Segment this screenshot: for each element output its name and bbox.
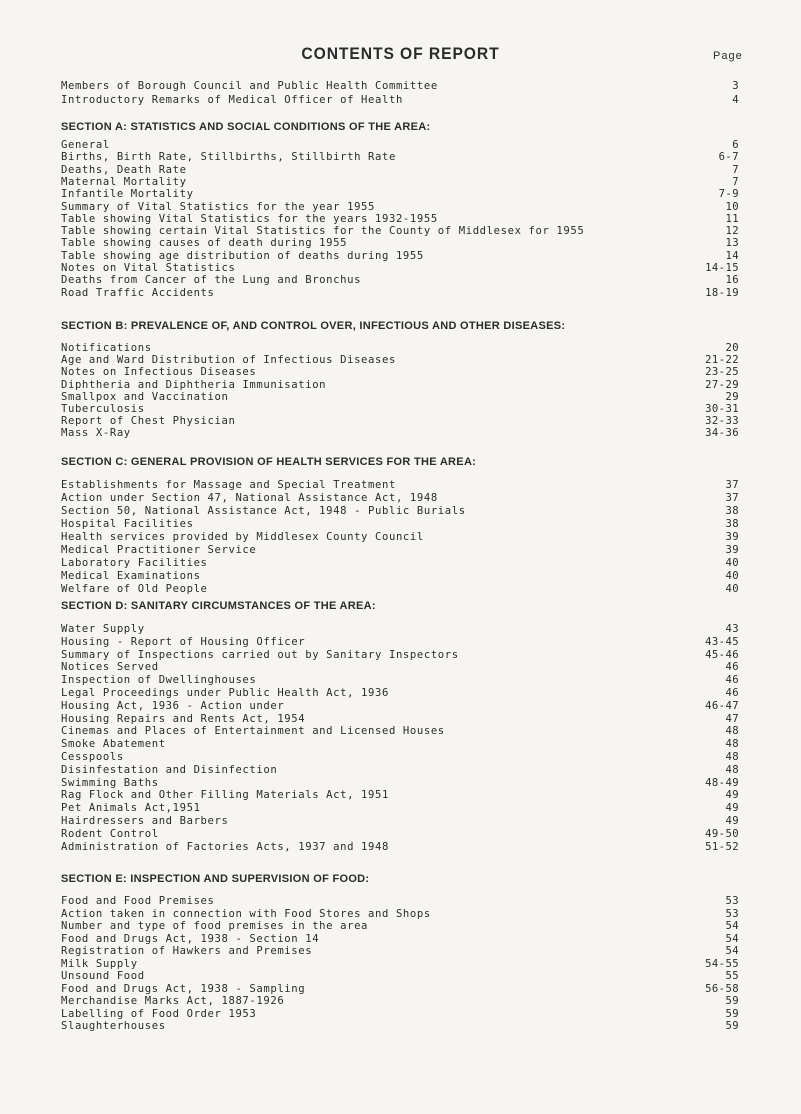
toc-entry-page: 47: [725, 713, 739, 725]
toc-entry-page: 16: [725, 274, 739, 286]
toc-entry: [61, 391, 739, 403]
toc-entry: [61, 687, 739, 699]
toc-entry-title: Smoke Abatement: [61, 738, 166, 750]
toc-entry-page: 11: [725, 213, 739, 225]
toc-entry-page: 40: [725, 557, 739, 569]
toc-entry-page: 48: [725, 738, 739, 750]
toc-entry-page: 7: [732, 176, 739, 188]
toc-entry-title: Labelling of Food Order 1953: [61, 1008, 257, 1020]
toc-entry: [61, 725, 739, 737]
toc-entry-page: 48: [725, 764, 739, 776]
toc-entry-page: 7: [732, 164, 739, 176]
toc-entry-title: Disinfestation and Disinfection: [61, 764, 278, 776]
toc-entry-page: 32-33: [705, 415, 739, 427]
toc-entry-title: Infantile Mortality: [61, 188, 194, 200]
toc-entry-page: 59: [725, 995, 739, 1007]
toc-entry-page: 40: [725, 570, 739, 582]
toc-entry-title: Summary of Inspections carried out by Sanitary Inspectors: [61, 649, 459, 661]
toc-entry-title: Hairdressers and Barbers: [61, 815, 229, 827]
toc-entry-page: 37: [725, 479, 739, 491]
section-heading: SECTION D: SANITARY CIRCUMSTANCES OF THE AREA:: [61, 600, 376, 612]
toc-entry: [61, 895, 739, 907]
toc-entry-title: Medical Practitioner Service: [61, 544, 257, 556]
toc-entry: [61, 505, 739, 517]
toc-entry-page: 56-58: [705, 983, 739, 995]
toc-entry-title: Notes on Infectious Diseases: [61, 366, 257, 378]
toc-entry-page: 18-19: [705, 287, 739, 299]
toc-entry-page: 55: [725, 970, 739, 982]
toc-entry-title: Diphtheria and Diphtheria Immunisation: [61, 379, 327, 391]
toc-entry: [61, 544, 739, 556]
toc-entry-page: 39: [725, 544, 739, 556]
toc-entry-page: 7-9: [718, 188, 739, 200]
toc-entry-title: Housing - Report of Housing Officer: [61, 636, 306, 648]
toc-entry: [61, 427, 739, 439]
toc-entry: [61, 164, 739, 176]
toc-entry-title: Summary of Vital Statistics for the year 1955: [61, 201, 376, 213]
toc-entry-page: 46-47: [705, 700, 739, 712]
toc-entry-page: 49-50: [705, 828, 739, 840]
toc-entry-title: Legal Proceedings under Public Health Act, 1936: [61, 687, 389, 699]
toc-entry-title: Table showing certain Vital Statistics for the County of Middlesex for 1955: [61, 225, 585, 237]
toc-entry-page: 46: [725, 661, 739, 673]
toc-entry-page: 46: [725, 674, 739, 686]
toc-entry: [61, 274, 739, 286]
toc-entry: [61, 518, 739, 530]
toc-entry-title: Number and type of food premises in the area: [61, 920, 369, 932]
toc-entry-page: 59: [725, 1020, 739, 1032]
toc-entry: [61, 636, 739, 648]
toc-entry: [61, 262, 739, 274]
toc-entry-title: Action taken in connection with Food Stores and Shops: [61, 908, 431, 920]
toc-entry-title: Report of Chest Physician: [61, 415, 236, 427]
toc-entry: [61, 958, 739, 970]
toc-entry: [61, 570, 739, 582]
toc-entry-title: Table showing Vital Statistics for the years 1932-1955: [61, 213, 438, 225]
toc-entry-title: Maternal Mortality: [61, 176, 187, 188]
toc-entry: [61, 841, 739, 853]
toc-entry: [61, 250, 739, 262]
toc-entry-title: Establishments for Massage and Special Treatment: [61, 479, 396, 491]
toc-entry-title: Welfare of Old People: [61, 583, 208, 595]
toc-entry-title: Deaths from Cancer of the Lung and Bronchus: [61, 274, 362, 286]
toc-entry: [61, 531, 739, 543]
toc-entry-title: Action under Section 47, National Assistance Act, 1948: [61, 492, 438, 504]
toc-entry-title: Notes on Vital Statistics: [61, 262, 236, 274]
section-heading: SECTION A: STATISTICS AND SOCIAL CONDITIONS OF THE AREA:: [61, 121, 431, 133]
toc-entry: [61, 908, 739, 920]
toc-entry-page: 54-55: [705, 958, 739, 970]
page-column-label: Page: [713, 50, 743, 62]
toc-entry-title: Cesspools: [61, 751, 124, 763]
toc-entry-page: 43-45: [705, 636, 739, 648]
toc-entry-title: Section 50, National Assistance Act, 1948 - Public Burials: [61, 505, 466, 517]
toc-entry-page: 38: [725, 518, 739, 530]
toc-entry-title: Milk Supply: [61, 958, 138, 970]
toc-entry: [61, 738, 739, 750]
toc-entry-title: Deaths, Death Rate: [61, 164, 187, 176]
toc-entry-page: 37: [725, 492, 739, 504]
toc-entry-page: 39: [725, 531, 739, 543]
toc-entry-title: Laboratory Facilities: [61, 557, 208, 569]
toc-entry-page: 54: [725, 933, 739, 945]
toc-entry-title: Rodent Control: [61, 828, 159, 840]
toc-entry-title: Merchandise Marks Act, 1887-1926: [61, 995, 285, 1007]
toc-entry-page: 54: [725, 945, 739, 957]
toc-entry: [61, 970, 739, 982]
section-heading: SECTION C: GENERAL PROVISION OF HEALTH SERVICES FOR THE AREA:: [61, 456, 477, 468]
toc-entry-page: 12: [725, 225, 739, 237]
toc-entry-title: Members of Borough Council and Public Health Committee: [61, 80, 438, 92]
toc-entry: [61, 213, 739, 225]
toc-entry-page: 6: [732, 139, 739, 151]
toc-entry-title: Swimming Baths: [61, 777, 159, 789]
section-heading: SECTION E: INSPECTION AND SUPERVISION OF FOOD:: [61, 873, 370, 885]
toc-entry: [61, 583, 739, 595]
toc-entry-title: Administration of Factories Acts, 1937 and 1948: [61, 841, 389, 853]
toc-entry-title: Food and Drugs Act, 1938 - Sampling: [61, 983, 306, 995]
toc-entry-page: 10: [725, 201, 739, 213]
toc-entry-title: Housing Act, 1936 - Action under: [61, 700, 285, 712]
toc-entry-page: 3: [732, 80, 739, 92]
toc-entry: [61, 933, 739, 945]
toc-entry-title: Rag Flock and Other Filling Materials Act, 1951: [61, 789, 389, 801]
toc-entry-title: Notices Served: [61, 661, 159, 673]
toc-entry: [61, 995, 739, 1007]
toc-entry-title: General: [61, 139, 110, 151]
toc-entry-title: Births, Birth Rate, Stillbirths, Stillbirth Rate: [61, 151, 396, 163]
toc-entry-page: 13: [725, 237, 739, 249]
toc-entry-page: 46: [725, 687, 739, 699]
toc-entry: [61, 237, 739, 249]
toc-entry-page: 21-22: [705, 354, 739, 366]
toc-entry-page: 45-46: [705, 649, 739, 661]
toc-entry: [61, 415, 739, 427]
toc-entry-title: Cinemas and Places of Entertainment and Licensed Houses: [61, 725, 445, 737]
toc-entry-title: Inspection of Dwellinghouses: [61, 674, 257, 686]
toc-entry-page: 40: [725, 583, 739, 595]
toc-entry: [61, 983, 739, 995]
toc-entry: [61, 151, 739, 163]
toc-entry-page: 29: [725, 391, 739, 403]
toc-entry-title: Tuberculosis: [61, 403, 145, 415]
toc-entry-page: 4: [732, 94, 739, 106]
toc-entry: [61, 201, 739, 213]
toc-entry: [61, 176, 739, 188]
toc-entry: [61, 557, 739, 569]
toc-entry-title: Registration of Hawkers and Premises: [61, 945, 313, 957]
toc-entry: [61, 751, 739, 763]
section-heading: SECTION B: PREVALENCE OF, AND CONTROL OVER, INFECTIOUS AND OTHER DISEASES:: [61, 320, 566, 332]
toc-entry-page: 49: [725, 802, 739, 814]
toc-entry-page: 49: [725, 815, 739, 827]
toc-entry-page: 48: [725, 751, 739, 763]
toc-entry-title: Age and Ward Distribution of Infectious Diseases: [61, 354, 396, 366]
toc-entry: [61, 661, 739, 673]
toc-entry-page: 38: [725, 505, 739, 517]
toc-entry-title: Slaughterhouses: [61, 1020, 166, 1032]
toc-entry-title: Unsound Food: [61, 970, 145, 982]
toc-entry: [61, 1008, 739, 1020]
toc-entry-title: Table showing causes of death during 1955: [61, 237, 348, 249]
toc-entry-title: Health services provided by Middlesex County Council: [61, 531, 424, 543]
toc-entry: [61, 700, 739, 712]
toc-entry: [61, 342, 739, 354]
toc-entry: [61, 188, 739, 200]
toc-entry-title: Hospital Facilities: [61, 518, 194, 530]
toc-entry-page: 14: [725, 250, 739, 262]
toc-entry: [61, 80, 739, 92]
toc-entry: [61, 623, 739, 635]
toc-entry-title: Water Supply: [61, 623, 145, 635]
toc-entry-title: Smallpox and Vaccination: [61, 391, 229, 403]
toc-entry: [61, 492, 739, 504]
toc-entry-page: 53: [725, 908, 739, 920]
toc-entry-title: Food and Drugs Act, 1938 - Section 14: [61, 933, 320, 945]
toc-entry-page: 43: [725, 623, 739, 635]
toc-entry: [61, 945, 739, 957]
toc-entry-page: 54: [725, 920, 739, 932]
toc-entry-title: Table showing age distribution of deaths during 1955: [61, 250, 424, 262]
toc-entry: [61, 674, 739, 686]
toc-entry-title: Pet Animals Act,1951: [61, 802, 201, 814]
toc-entry: [61, 649, 739, 661]
toc-entry: [61, 815, 739, 827]
toc-entry-title: Introductory Remarks of Medical Officer of Health: [61, 94, 403, 106]
toc-entry: [61, 287, 739, 299]
toc-entry: [61, 354, 739, 366]
toc-entry-title: Mass X-Ray: [61, 427, 131, 439]
toc-entry: [61, 225, 739, 237]
toc-entry: [61, 1020, 739, 1032]
toc-entry: [61, 777, 739, 789]
toc-entry-page: 14-15: [705, 262, 739, 274]
toc-entry: [61, 366, 739, 378]
toc-entry-page: 59: [725, 1008, 739, 1020]
toc-entry-page: 48: [725, 725, 739, 737]
toc-entry: [61, 713, 739, 725]
toc-entry-page: 48-49: [705, 777, 739, 789]
toc-entry-title: Road Traffic Accidents: [61, 287, 215, 299]
toc-entry-page: 30-31: [705, 403, 739, 415]
toc-entry: [61, 139, 739, 151]
toc-entry-title: Housing Repairs and Rents Act, 1954: [61, 713, 306, 725]
toc-entry-page: 34-36: [705, 427, 739, 439]
toc-entry-page: 51-52: [705, 841, 739, 853]
toc-entry: [61, 379, 739, 391]
toc-entry-page: 53: [725, 895, 739, 907]
toc-entry-page: 23-25: [705, 366, 739, 378]
toc-entry: [61, 802, 739, 814]
toc-entry-title: Medical Examinations: [61, 570, 201, 582]
toc-entry: [61, 789, 739, 801]
toc-entry: [61, 94, 739, 106]
toc-entry: [61, 828, 739, 840]
toc-entry-title: Notifications: [61, 342, 152, 354]
toc-entry-page: 49: [725, 789, 739, 801]
toc-entry-page: 6-7: [718, 151, 739, 163]
toc-entry-page: 20: [725, 342, 739, 354]
toc-entry: [61, 479, 739, 491]
toc-entry: [61, 920, 739, 932]
page-title: CONTENTS OF REPORT: [301, 44, 500, 63]
toc-entry: [61, 764, 739, 776]
toc-entry: [61, 403, 739, 415]
toc-entry-title: Food and Food Premises: [61, 895, 215, 907]
toc-entry-page: 27-29: [705, 379, 739, 391]
